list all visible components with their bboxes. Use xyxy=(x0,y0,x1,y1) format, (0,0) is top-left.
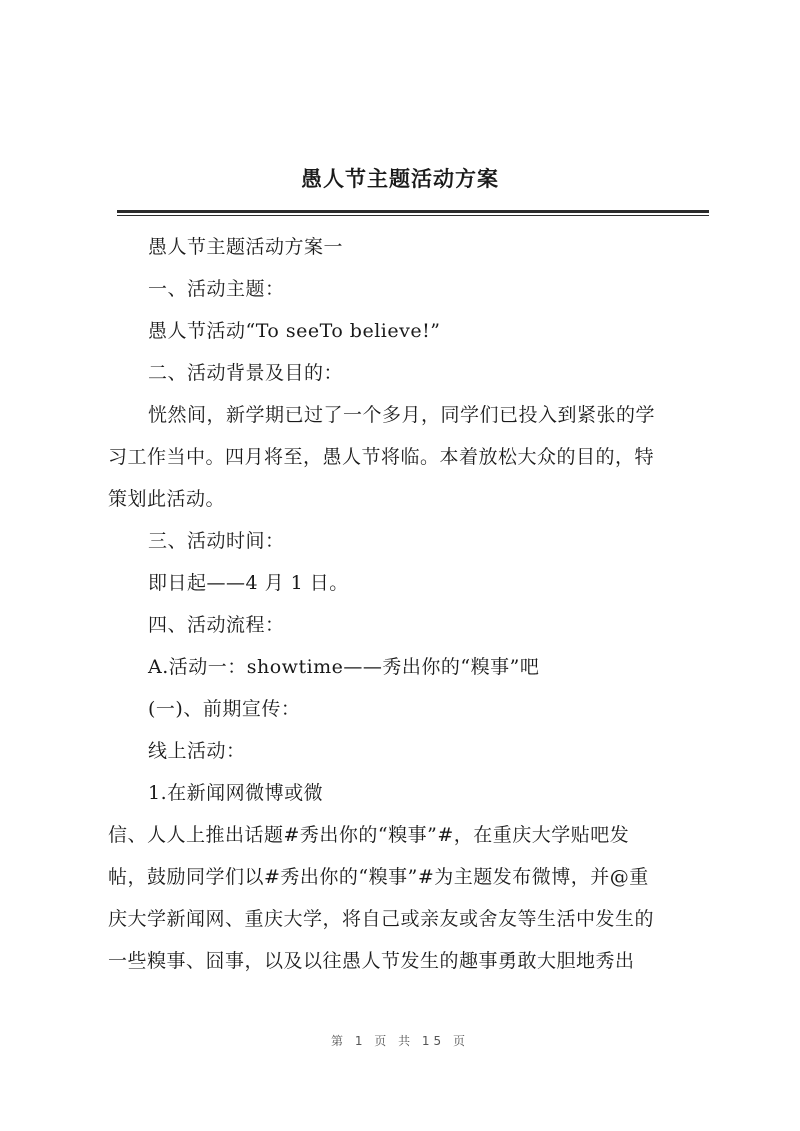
paragraph-line: 信、人人上推出话题#秀出你的“糗事”#，在重庆大学贴吧发 xyxy=(108,824,630,846)
paragraph-line: 一、活动主题： xyxy=(148,278,285,300)
page-footer: 第 1 页 共 15 页 xyxy=(331,1034,469,1048)
paragraph-line: 三、活动时间： xyxy=(148,530,285,552)
paragraph-line: 四、活动流程： xyxy=(148,614,285,636)
paragraph-line: 恍然间，新学期已过了一个多月，同学们已投入到紧张的学 xyxy=(148,404,656,426)
paragraph-line: 二、活动背景及目的： xyxy=(148,362,344,384)
paragraph-line: 习工作当中。四月将至，愚人节将临。本着放松大众的目的，特 xyxy=(108,446,655,468)
paragraph-line: 一些糗事、囧事，以及以往愚人节发生的趣事勇敢大胆地秀出 xyxy=(108,950,635,972)
paragraph-line: (一)、前期宣传： xyxy=(148,698,301,720)
title-divider xyxy=(117,210,709,213)
paragraph-line: 即日起——4 月 1 日。 xyxy=(148,572,349,594)
paragraph-line: 策划此活动。 xyxy=(108,488,226,510)
paragraph-line: 愚人节活动“To seeTo believe!” xyxy=(148,320,441,342)
document-body xyxy=(108,226,708,982)
paragraph-line: A.活动一：showtime——秀出你的“糗事”吧 xyxy=(148,656,540,678)
paragraph-line: 庆大学新闻网、重庆大学，将自己或亲友或舍友等生活中发生的 xyxy=(108,908,655,930)
document-title: 愚人节主题活动方案 xyxy=(301,167,499,191)
paragraph-line: 愚人节主题活动方案一 xyxy=(148,236,344,258)
paragraph-line: 帖，鼓励同学们以#秀出你的“糗事”#为主题发布微博，并@重 xyxy=(108,866,649,888)
paragraph-line: 线上活动： xyxy=(148,740,246,762)
paragraph-line: 1.在新闻网微博或微 xyxy=(148,782,324,804)
